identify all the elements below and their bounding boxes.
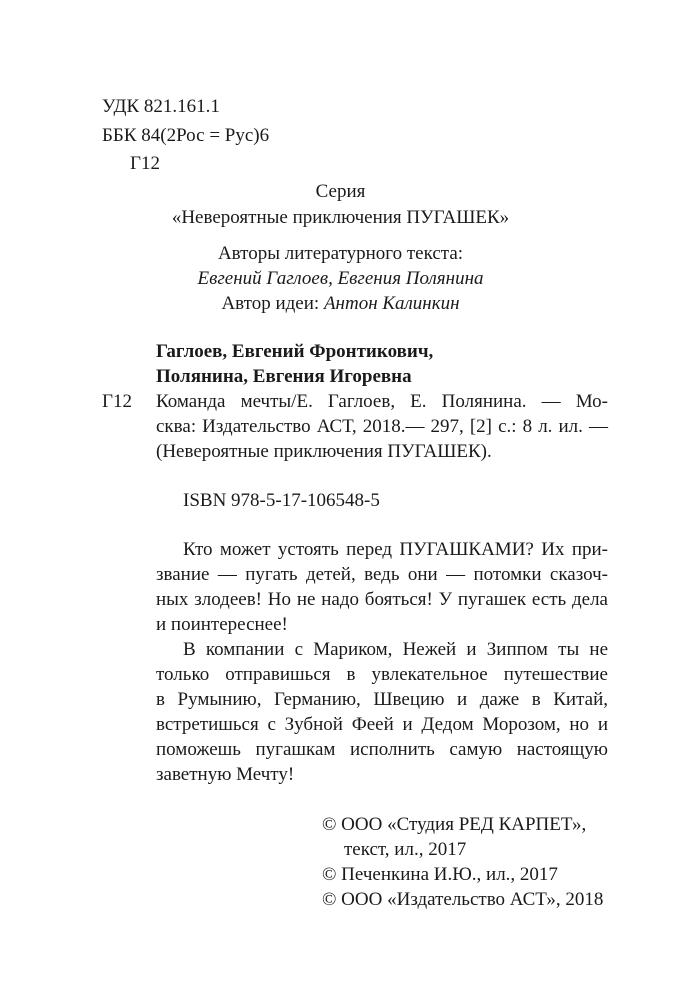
copyright-studio: © ООО «Студия РЕД КАРПЕТ», (322, 814, 587, 835)
copyright-studio-details: текст, ил., 2017 (344, 839, 467, 860)
udk-code: УДК 821.161.1 (102, 96, 220, 117)
bib-line-1: Команда мечты/Е. Гаглоев, Е. Полянина. — Мо- (156, 391, 608, 412)
series-title: «Невероятные приключения ПУГАШЕК» (171, 207, 510, 228)
annotation-p2-line-2: только отправишься в увлекательное путешествие (156, 664, 608, 685)
annotation-p1-line-4: и поинтереснее! (156, 614, 288, 635)
idea-credit (0, 292, 681, 316)
idea-author: Антон Калинкин (323, 293, 460, 314)
idea-label: Автор идеи: (221, 293, 320, 314)
annotation-p2-line-1: В компании с Мариком, Нежей и Зиппом ты не (183, 639, 608, 660)
bib-author-mark: Г12 (102, 391, 132, 412)
bib-author-2: Полянина, Евгения Игоревна (156, 366, 412, 387)
isbn: ISBN 978-5-17-106548-5 (183, 490, 380, 511)
series-label: Серия (315, 181, 366, 202)
bbk-code: ББК 84(2Рос = Рус)6 (102, 125, 270, 146)
annotation-p2-line-6: заветную Мечту! (156, 764, 295, 785)
annotation-p1-line-3: ных злодеев! Но не надо бояться! У пугашек есть дела (156, 589, 608, 610)
annotation-p2-line-3: в Румынию, Германию, Швецию и даже в Китай, (156, 689, 608, 710)
bib-author-1: Гаглоев, Евгений Фронтикович, (156, 341, 434, 362)
copyright-publisher: © ООО «Издательство АСТ», 2018 (322, 889, 604, 910)
copyright-illustrator: © Печенкина И.Ю., ил., 2017 (322, 864, 558, 885)
annotation-p1-line-2: звание — пугать детей, ведь они — потомки сказоч- (156, 564, 608, 585)
annotation-p1-line-1: Кто может устоять перед ПУГАШКАМИ? Их при- (183, 539, 608, 560)
text-authors: Евгений Гаглоев, Евгения Полянина (197, 268, 484, 289)
author-mark-top: Г12 (130, 153, 160, 174)
annotation-p2-line-4: встретишься с Зубной Феей и Дедом Морозом, но и (156, 714, 608, 735)
annotation-p2-line-5: поможешь пугашкам исполнить самую настоящую (156, 739, 608, 760)
bib-line-2: сква: Издательство АСТ, 2018.— 297, [2] с.: 8 л. ил. — (156, 416, 608, 437)
text-authors-label: Авторы литературного текста: (217, 243, 464, 264)
bib-line-3: (Невероятные приключения ПУГАШЕК). (156, 441, 492, 462)
